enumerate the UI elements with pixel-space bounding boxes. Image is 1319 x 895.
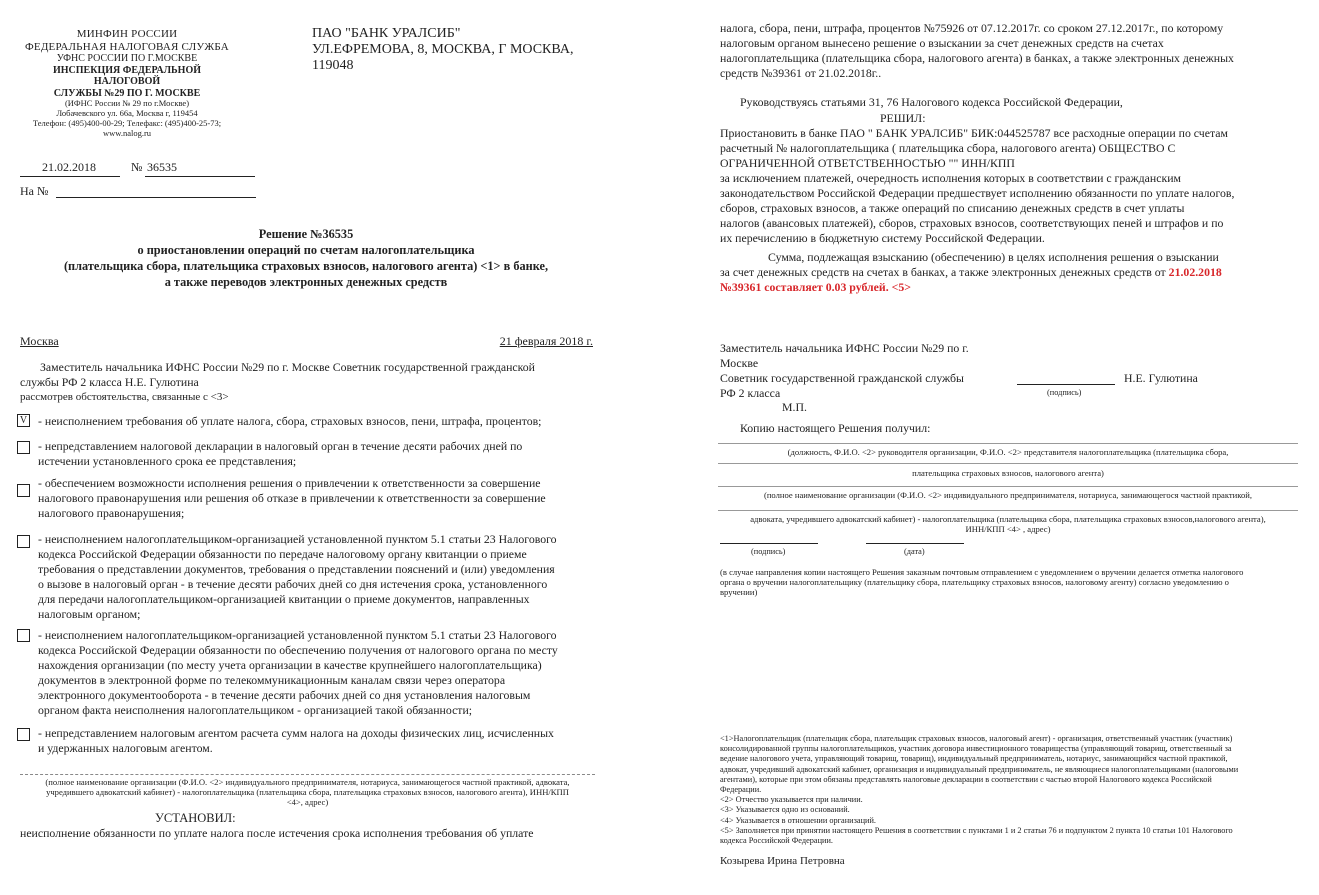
mp-mark: М.П.	[782, 400, 807, 414]
list-item	[38, 628, 598, 718]
title-line: Решение №36535	[258, 227, 354, 241]
date-line	[866, 543, 964, 544]
divider	[20, 774, 595, 775]
item-line: и удержанных налоговым агентом.	[38, 741, 213, 755]
signer-line: Советник государственной гражданской службы	[720, 371, 964, 385]
checkbox-item-6[interactable]	[17, 728, 30, 741]
text-line: законодательством Российской Федерации предшествует исполнению обязанности по уплате налогов,	[720, 186, 1235, 200]
checkbox-item-4[interactable]	[17, 535, 30, 548]
item-line: налогового правонарушения или решения об отказе в привлечении к ответственности за совершение	[38, 491, 546, 505]
note-line: органа о вручении налогоплательщику (плательщику сбора, плательщику страховых взносов, налоговому агенту) согласно уведомлению о	[720, 577, 1229, 587]
footnote-line: ведение налогового учета, управляющий товарищ, товарищ), индивидуальный предприниматель, нотариус, занимающийся частной практикой,	[720, 754, 1228, 764]
title-line: о приостановлении операций по счетам налогоплательщика	[137, 243, 475, 257]
item-line: - неисполнением налогоплательщиком-организацией установленной пунктом 5.1 статьи 23 Налогового	[38, 628, 557, 642]
field-line	[718, 486, 1298, 487]
intro-line: службы РФ 2 класса Н.Е. Гулютина	[20, 375, 199, 389]
sum-block	[720, 250, 1300, 295]
text-line: Приостановить в банке ПАО " БАНК УРАЛСИБ" БИК:044525787 все расходные операции по счетам	[720, 126, 1228, 140]
org-line: СЛУЖБЫ №29 ПО Г. МОСКВЕ	[53, 87, 201, 99]
caption-line: учредившего адвокатский кабинет) - налогоплательщика (плательщика сбора, плательщика страховых взносов, налогового агента), ИНН/КПП	[46, 787, 569, 797]
item-line: электронного документооборота - в течение десяти рабочих дней со дня установления налоговым	[38, 688, 531, 702]
guided-line: Руководствуясь статьями 31, 76 Налогового кодекса Российской Федерации,	[740, 95, 1123, 109]
list-item	[38, 726, 598, 756]
footnote-line: <4> Указывается в отношении организаций.	[720, 815, 876, 825]
intro-block	[20, 360, 595, 405]
signature-line	[720, 543, 818, 544]
org-line: (ИФНС России № 29 по г.Москве)	[64, 98, 190, 109]
footnote-line: кодекса Российской Федерации.	[720, 836, 834, 846]
decision-title	[20, 226, 592, 290]
item-line: кодекса Российской Федерации обязанности по передаче налоговому органу квитанции о приеме	[38, 547, 527, 561]
item-line: - непредставлением налоговым агентом расчета сумм налога на доходы физических лиц, исчисленных	[38, 726, 554, 740]
item-line: - неисполнением требования об уплате налога, сбора, страховых взносов, пени, штрафа, процентов;	[38, 414, 542, 428]
item-line: - непредставлением налоговой декларации в налоговый орган в течение десяти рабочих дней по	[38, 439, 523, 453]
text-line: средств №39361 от 21.02.2018г..	[720, 66, 882, 80]
footnote-line: консолидированной группы налогоплательщиков, участник договора инвестиционного товарищества (управляющий товарищ, ответственный за	[720, 744, 1232, 754]
item-line: кодекса Российской Федерации обязанности по обеспечению получения от налогового органа по месту	[38, 643, 558, 657]
addressee-block	[312, 26, 602, 74]
org-line: ИНСПЕКЦИЯ ФЕДЕРАЛЬНОЙ НАЛОГОВОЙ	[52, 64, 201, 88]
item-line: налогового правонарушения;	[38, 506, 185, 520]
signer-line: Москве	[720, 356, 759, 370]
na-label: На №	[20, 184, 49, 198]
field-line	[718, 443, 1298, 444]
item-line: для передачи налогоплательщиком-организацией квитанции о приеме документов, направленных	[38, 592, 530, 606]
note-line: вручении)	[720, 587, 758, 597]
copy-caption: адвоката, учредившего адвокатский кабинет) - налогоплательщика (плательщика сбора, плательщика страховых взносов,налогового агента),	[750, 514, 1266, 524]
intro-line: рассмотрев обстоятельства, связанные с <3>	[20, 391, 229, 403]
footnotes	[720, 734, 1300, 846]
reshil-heading: РЕШИЛ:	[880, 111, 926, 125]
checkbox-item-1[interactable]: V	[17, 414, 30, 427]
signature-caption: (подпись)	[1047, 388, 1082, 397]
item-line: - обеспечением возможности исполнения решения о привлечении к ответственности за совершение	[38, 476, 541, 490]
item-line: документов в электронной форме по телекоммуникационным каналам связи через оператора	[38, 673, 506, 687]
title-line: (плательщика сбора, плательщика страховых взносов, налогового агента) <1> в банке,	[63, 259, 549, 273]
footnote-line: <5> Заполняется при принятии настоящего Решения в соответствии с пунктами 1 и 2 статьи 76 и подпунктом 2 пункта 10 статьи 101 Налогового	[720, 825, 1233, 835]
sum-line: Сумма, подлежащая взысканию (обеспечению) в целях исполнения решения о взыскании	[768, 250, 1219, 264]
checkbox-item-5[interactable]	[17, 629, 30, 642]
text-line: налогоплательщика (плательщика сбора, налогового агента) в банках, а также электронных денежных	[720, 51, 1234, 65]
list-item	[38, 476, 598, 521]
footnote-line: <2> Отчество указывается при наличии.	[720, 795, 863, 805]
footnote-line: Федерации.	[720, 785, 762, 795]
text-line: налога, сбора, пени, штрафа, процентов №75926 от 07.12.2017г. со сроком 27.12.2017г., по которому	[720, 21, 1224, 35]
doc-date: 21.02.2018	[42, 160, 96, 174]
footnote-line: <3> Указывается одно из оснований.	[720, 805, 850, 815]
org-line: ФЕДЕРАЛЬНАЯ НАЛОГОВАЯ СЛУЖБА	[25, 40, 229, 53]
signer-name: Н.Е. Гулютина	[1124, 371, 1198, 385]
text-line: расчетный № налогоплательщика ( плательщика сбора, налогового агента) ОБЩЕСТВО С	[720, 141, 1176, 155]
field-line	[718, 463, 1298, 464]
list-item	[38, 414, 598, 429]
item-line: требования о представлении документов, требования о представлении пояснений и (или) уведомления	[38, 562, 555, 576]
author: Козырева Ирина Петровна	[720, 855, 845, 867]
sum-amount: №39361 составляет 0.03 рублей. <5>	[720, 280, 911, 294]
na-underline	[56, 197, 256, 198]
item-line: налоговым органом;	[38, 607, 141, 621]
date-underline	[20, 176, 120, 177]
org-line: МИНФИН РОССИИ	[76, 28, 178, 40]
signature-line	[1017, 384, 1115, 385]
org-line: Телефон: (495)400-00-29; Телефакс: (495)400-25-73;	[32, 117, 222, 128]
copy-caption: плательщика страховых взносов, налогового агента)	[912, 468, 1104, 478]
item-line: - неисполнением налогоплательщиком-организацией установленной пунктом 5.1 статьи 23 Налогового	[38, 532, 557, 546]
addressee-line: ПАО "БАНК УРАЛСИБ"	[312, 26, 461, 41]
signature-caption: (подпись)	[751, 547, 786, 556]
text-line: сборов, страховых взносов, а также операций по списанию денежных средств в счет уплаты	[720, 201, 1185, 215]
sum-text: за счет денежных средств на счетах в банках, а также электронных денежных средств от	[720, 265, 1166, 279]
org-line: Лобачевского ул. 66а, Москва г, 119454	[56, 108, 198, 119]
doc-no-label: №	[131, 160, 143, 174]
caption-line: (полное наименование организации (Ф.И.О. <2> индивидуального предпринимателя, нотариуса, занимающегося частной практикой, адвоката,	[45, 777, 570, 787]
ustanovil-heading: УСТАНОВИЛ:	[155, 811, 236, 825]
footnote-line: агентами), которые при этом обязаны представлять налоговые декларации в соответствии с частью второй Налогового кодекса Российской	[720, 774, 1212, 784]
date-full: 21 февраля 2018 г.	[499, 334, 593, 348]
text-line: за исключением платежей, очередность исполнения которых в соответствии с гражданским	[720, 171, 1181, 185]
checkbox-item-2[interactable]	[17, 441, 30, 454]
signer-line: Заместитель начальника ИФНС России №29 по г.	[720, 341, 969, 355]
taxpayer-caption	[20, 777, 595, 807]
item-line: о вызове в налоговый орган - в течение десяти рабочих дней со дня истечения срока, установленного	[38, 577, 548, 591]
copy-received: Копию настоящего Решения получил:	[740, 421, 931, 435]
continuation-block	[720, 21, 1298, 81]
copy-caption: ИНН/КПП <4> , адрес)	[965, 524, 1051, 534]
item-line: нахождения организации (по месту учета организации в качестве крупнейшего налогоплательщика)	[38, 658, 542, 672]
org-line: www.nalog.ru	[102, 127, 152, 138]
signer-line: РФ 2 класса	[720, 386, 781, 400]
org-header	[20, 28, 234, 138]
sum-line	[720, 265, 1300, 280]
intro-line: Заместитель начальника ИФНС России №29 по г. Москве Советник государственной гражданской	[40, 360, 535, 374]
ustanovil-text: неисполнение обязанности по уплате налога после истечения срока исполнения требования об уплате	[20, 826, 534, 840]
no-underline	[145, 176, 255, 177]
mail-note	[720, 567, 1300, 597]
addressee-line: 119048	[312, 58, 354, 73]
sum-date: 21.02.2018	[1168, 265, 1222, 279]
copy-caption: (должность, Ф.И.О. <2> руководителя организации, Ф.И.О. <2> представителя налогоплательщика (плательщика сбора,	[787, 447, 1229, 457]
item-line: органом факта неисполнения налогоплательщиком - организацией такой обязанности;	[38, 703, 473, 717]
list-item	[38, 532, 598, 622]
date-caption: (дата)	[904, 547, 925, 556]
org-line: УФНС РОССИИ ПО Г.МОСКВЕ	[56, 53, 198, 65]
footnote-line: адвокат, учредивший адвокатский кабинет, организация и индивидуальный предприниматель, не являющиеся налогоплательщиками (налоговыми	[720, 764, 1239, 774]
title-line: а также переводов электронных денежных средств	[164, 275, 448, 289]
item-line: истечении установленного срока ее представления;	[38, 454, 297, 468]
decision-block	[720, 126, 1298, 246]
text-line: налогов (авансовых платежей), сборов, страховых взносов, соответствующих пеней и штрафов и по	[720, 216, 1224, 230]
caption-line: <4>, адрес)	[286, 797, 329, 807]
text-line: ОГРАНИЧЕННОЙ ОТВЕТСТВЕННОСТЬЮ "" ИНН/КПП	[720, 156, 1015, 170]
note-line: (в случае направления копии настоящего Решения заказным почтовым отправлением с уведомлением о вручении делается отметка налогового	[720, 567, 1244, 577]
text-line: налоговым органом вынесено решение о взыскании за счет денежных средств на счетах	[720, 36, 1164, 50]
list-item	[38, 439, 598, 469]
text-line: их перечислению в бюджетную систему Российской Федерации.	[720, 231, 1045, 245]
city: Москва	[20, 334, 59, 348]
addressee-line: УЛ.ЕФРЕМОВА, 8, МОСКВА, Г МОСКВА,	[312, 42, 574, 57]
copy-caption: (полное наименование организации (Ф.И.О. <2> индивидуального предпринимателя, нотариуса, занимающегося частной практикой,	[763, 490, 1253, 500]
footnote-line: <1>Налогоплательщик (плательщик сбора, плательщик страховых взносов, налоговый агент) - организация, ответственный участник (участник)	[720, 734, 1233, 743]
field-line	[718, 510, 1298, 511]
doc-no: 36535	[147, 160, 177, 174]
checkbox-item-3[interactable]	[17, 484, 30, 497]
signer-block	[720, 341, 1020, 401]
